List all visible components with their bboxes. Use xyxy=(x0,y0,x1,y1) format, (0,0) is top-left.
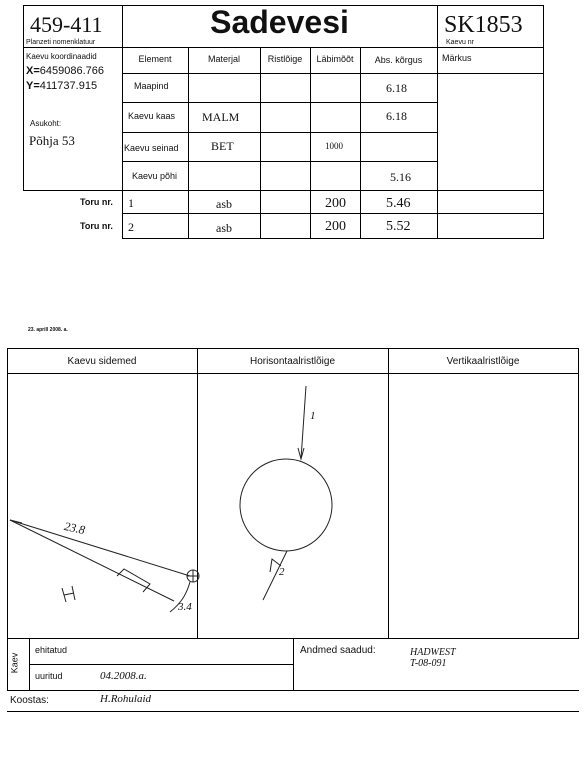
col-header-material: Materjal xyxy=(207,54,240,64)
pipe-height: 5.52 xyxy=(386,219,411,234)
pipe-height: 5.46 xyxy=(386,196,411,211)
coordinates-caption: Kaevu koordinaadid xyxy=(26,52,97,61)
row-material: MALM xyxy=(202,110,240,124)
row-element: Kaevu kaas xyxy=(128,111,176,121)
row-height: 6.18 xyxy=(386,109,407,123)
surveyed-value: 04.2008.a. xyxy=(100,670,147,682)
page-title: Sadevesi xyxy=(210,4,349,40)
coordinate-y-label: Y= xyxy=(26,80,40,92)
col-header-height: Abs. kõrgus xyxy=(374,55,423,65)
data-from-value: T-08-091 xyxy=(410,658,447,669)
sketch-letter xyxy=(62,587,74,605)
horizontal-section-sketch xyxy=(240,386,332,600)
row-element: Kaevu seinad xyxy=(124,143,179,153)
col-header-diameter: Läbimõõt xyxy=(316,54,354,64)
built-label: ehitatud xyxy=(35,645,68,655)
location-value: Põhja 53 xyxy=(29,133,75,148)
pipe-mark: 1 xyxy=(310,410,316,422)
well-id: SK1853 xyxy=(444,12,523,38)
distance-label: 23.8 xyxy=(62,518,87,538)
pipe-diameter: 200 xyxy=(325,219,346,234)
section-connections-header: Kaevu sidemed xyxy=(67,356,137,367)
data-from-value: HADWEST xyxy=(410,647,456,658)
coordinate-y-value: 411737.915 xyxy=(39,80,98,92)
row-height: 6.18 xyxy=(386,81,407,95)
pipe-label: Toru nr. xyxy=(80,221,113,231)
col-header-notes: Märkus xyxy=(442,53,472,63)
pipe-number: 2 xyxy=(128,220,134,234)
row-element: Maapind xyxy=(134,81,169,91)
pipe-number: 1 xyxy=(128,196,134,210)
sheet-number-caption: Planzeti nomenklatuur xyxy=(26,39,96,46)
pipe-material: asb xyxy=(216,221,232,235)
compiled-value: H.Rohulaid xyxy=(100,693,152,705)
pipe-diameter: 200 xyxy=(325,196,346,211)
connections-sketch xyxy=(10,520,199,612)
pipe-material: asb xyxy=(216,197,232,211)
pipe-label: Toru nr. xyxy=(80,197,113,207)
pipe-mark: 2 xyxy=(279,566,285,578)
coordinate-x-label: X= xyxy=(26,65,40,77)
well-id-caption: Kaevu nr xyxy=(446,39,475,46)
compiled-label: Koostas: xyxy=(10,695,49,706)
sheet-number: 459-411 xyxy=(30,12,103,37)
distance-label: 3.4 xyxy=(178,601,192,613)
row-diameter: 1000 xyxy=(325,141,343,151)
section-vertical-header: Vertikaalristlõige xyxy=(446,356,520,367)
section-horizontal-header: Horisontaalristlõige xyxy=(249,356,336,367)
footer-side-label: Kaev xyxy=(9,652,20,674)
location-caption: Asukoht: xyxy=(30,119,62,128)
date-stamp: 23. aprill 2008. a. xyxy=(28,327,68,333)
row-element: Kaevu põhi xyxy=(132,171,178,181)
col-header-element: Element xyxy=(138,54,172,64)
col-header-cross: Ristlõige xyxy=(267,54,303,64)
row-material: BET xyxy=(211,139,234,153)
surveyed-label: uuritud xyxy=(35,671,63,681)
row-height: 5.16 xyxy=(390,170,411,184)
data-from-label: Andmed saadud: xyxy=(300,645,376,656)
coordinate-x-value: 6459086.766 xyxy=(39,65,104,77)
